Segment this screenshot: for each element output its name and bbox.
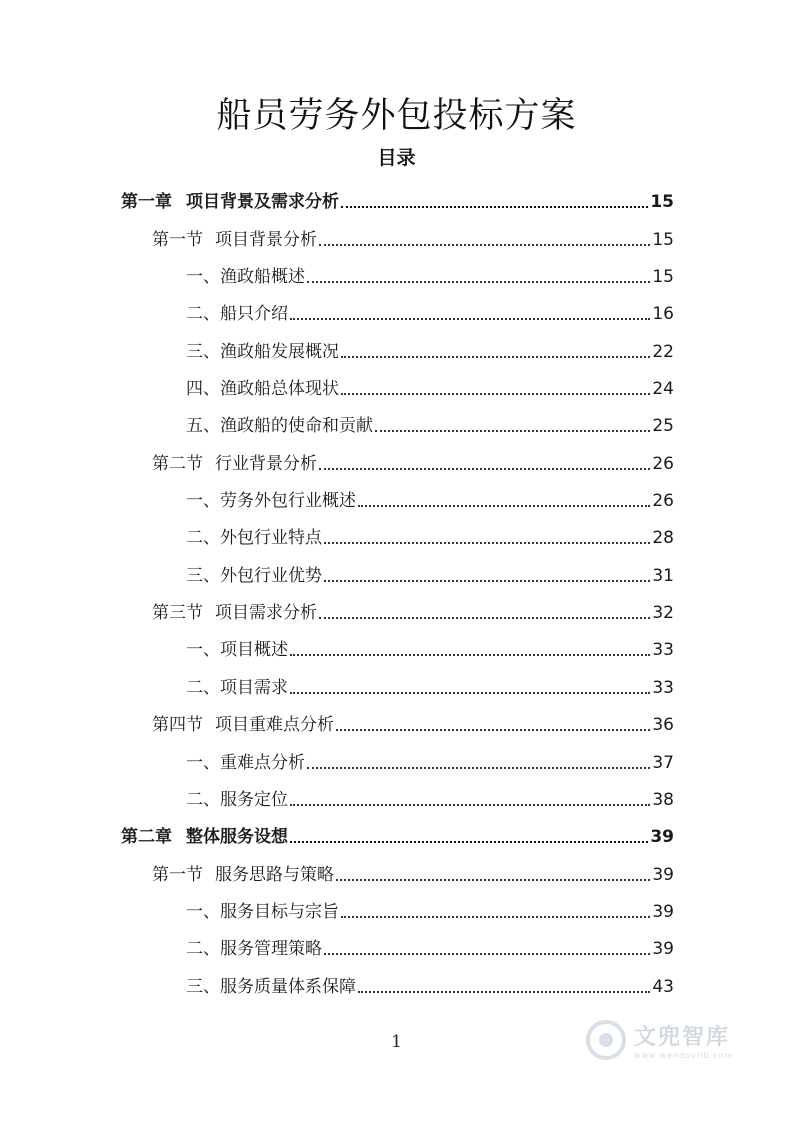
toc-entry-level-2[interactable] bbox=[0, 213, 793, 250]
toc-entry-page: 15 bbox=[652, 267, 674, 288]
dot-leader bbox=[336, 729, 650, 731]
dot-leader bbox=[290, 654, 650, 656]
toc-entry-text: 服务思路与策略 bbox=[215, 864, 334, 885]
toc-entry-label: 第一章 bbox=[121, 192, 172, 213]
toc-entry-level-3[interactable] bbox=[0, 251, 793, 288]
toc-entry-text: 重难点分析 bbox=[220, 752, 305, 773]
toc-entry-title bbox=[186, 565, 322, 587]
dot-leader bbox=[336, 879, 650, 881]
toc-entry-title bbox=[152, 714, 334, 736]
toc-entry-text: 渔政船的使命和贡献 bbox=[220, 416, 373, 437]
toc-entry-level-2[interactable] bbox=[0, 437, 793, 474]
toc-entry-page: 36 bbox=[652, 715, 674, 736]
toc-entry-page: 32 bbox=[652, 603, 674, 624]
toc-entry-text: 服务管理策略 bbox=[220, 939, 322, 960]
toc-entry-text: 外包行业优势 bbox=[220, 565, 322, 586]
dot-leader bbox=[324, 953, 650, 955]
toc-entry-text: 项目重难点分析 bbox=[215, 715, 334, 736]
toc-entry-level-2[interactable] bbox=[0, 587, 793, 624]
toc-entry-level-3[interactable] bbox=[0, 475, 793, 512]
toc-entry-title bbox=[186, 976, 356, 998]
toc-entry-title bbox=[121, 191, 339, 213]
toc-entry-level-3[interactable] bbox=[0, 512, 793, 549]
toc-entry-text: 劳务外包行业概述 bbox=[220, 491, 356, 512]
dot-leader bbox=[290, 841, 648, 843]
toc-entry-level-2[interactable] bbox=[0, 699, 793, 736]
toc-entry-level-3[interactable] bbox=[0, 661, 793, 698]
toc-entry-page: 15 bbox=[652, 229, 674, 250]
toc-entry-label: 三、 bbox=[186, 565, 220, 586]
toc-entry-title bbox=[152, 602, 317, 624]
toc-entry-label: 二、 bbox=[186, 677, 220, 698]
toc-entry-text: 整体服务设想 bbox=[186, 827, 288, 848]
toc-entry-page: 16 bbox=[652, 304, 674, 325]
toc-entry-title bbox=[186, 789, 288, 811]
toc-entry-title bbox=[186, 677, 288, 699]
toc-entry-label: 五、 bbox=[186, 416, 220, 437]
toc-entry-label: 第一节 bbox=[152, 229, 203, 250]
dot-leader bbox=[319, 244, 650, 246]
toc-entry-title bbox=[186, 938, 322, 960]
toc-entry-text: 渔政船总体现状 bbox=[220, 379, 339, 400]
toc-entry-label: 第四节 bbox=[152, 715, 203, 736]
dot-leader bbox=[290, 692, 650, 694]
toc-entry-text: 渔政船发展概况 bbox=[220, 341, 339, 362]
wendou-logo-icon bbox=[586, 1020, 626, 1060]
toc-entry-text: 外包行业特点 bbox=[220, 528, 322, 549]
dot-leader bbox=[341, 393, 650, 395]
dot-leader bbox=[358, 505, 650, 507]
toc-entry-level-2[interactable] bbox=[0, 848, 793, 885]
dot-leader bbox=[290, 804, 650, 806]
toc-entry-level-1[interactable] bbox=[0, 811, 793, 848]
toc-entry-page: 37 bbox=[652, 752, 674, 773]
dot-leader bbox=[319, 468, 650, 470]
toc-entry-text: 项目背景及需求分析 bbox=[186, 192, 339, 213]
toc-entry-level-3[interactable] bbox=[0, 549, 793, 586]
toc-entry-label: 二、 bbox=[186, 789, 220, 810]
toc-entry-page: 39 bbox=[652, 864, 674, 885]
toc-entry-label: 一、 bbox=[186, 752, 220, 773]
toc-entry-text: 服务目标与宗旨 bbox=[220, 901, 339, 922]
watermark bbox=[586, 1020, 733, 1060]
toc-entry-page: 26 bbox=[652, 491, 674, 512]
toc-entry-level-1[interactable] bbox=[0, 176, 793, 213]
watermark-url: www.wendoulib.com bbox=[634, 1051, 734, 1060]
toc-entry-page: 38 bbox=[652, 789, 674, 810]
toc-entry-page: 22 bbox=[652, 341, 674, 362]
toc-entry-title bbox=[186, 415, 373, 437]
toc-entry-label: 二、 bbox=[186, 528, 220, 549]
dot-leader bbox=[341, 916, 650, 918]
toc-entry-title bbox=[186, 527, 322, 549]
toc-entry-page: 39 bbox=[652, 901, 674, 922]
dot-leader bbox=[341, 356, 650, 358]
toc-entry-level-3[interactable] bbox=[0, 774, 793, 811]
toc-entry-page: 15 bbox=[650, 192, 674, 213]
toc-entry-text: 服务质量体系保障 bbox=[220, 976, 356, 997]
dot-leader bbox=[341, 206, 648, 208]
toc-entry-level-3[interactable] bbox=[0, 736, 793, 773]
toc-entry-text: 渔政船概述 bbox=[220, 267, 305, 288]
toc-entry-page: 25 bbox=[652, 416, 674, 437]
table-of-contents bbox=[0, 176, 793, 998]
dot-leader bbox=[319, 617, 650, 619]
dot-leader bbox=[324, 542, 650, 544]
toc-entry-page: 24 bbox=[652, 379, 674, 400]
toc-entry-title bbox=[186, 303, 288, 325]
toc-entry-page: 43 bbox=[652, 976, 674, 997]
toc-entry-label: 第一节 bbox=[152, 864, 203, 885]
toc-entry-title bbox=[186, 490, 356, 512]
toc-entry-title bbox=[152, 864, 334, 886]
watermark-text: 文兜智库 bbox=[634, 1025, 731, 1050]
toc-entry-page: 33 bbox=[652, 677, 674, 698]
dot-leader bbox=[358, 991, 650, 993]
toc-entry-text: 服务定位 bbox=[220, 789, 288, 810]
toc-entry-label: 三、 bbox=[186, 341, 220, 362]
toc-entry-label: 二、 bbox=[186, 939, 220, 960]
toc-entry-label: 二、 bbox=[186, 304, 220, 325]
toc-entry-text: 项目需求 bbox=[220, 677, 288, 698]
toc-entry-level-3[interactable] bbox=[0, 325, 793, 362]
toc-entry-title bbox=[152, 453, 317, 475]
dot-leader bbox=[324, 580, 650, 582]
toc-entry-title bbox=[186, 378, 339, 400]
toc-entry-page: 28 bbox=[652, 528, 674, 549]
dot-leader bbox=[307, 767, 650, 769]
toc-entry-level-3[interactable] bbox=[0, 363, 793, 400]
toc-entry-page: 39 bbox=[650, 827, 674, 848]
toc-entry-label: 一、 bbox=[186, 491, 220, 512]
toc-entry-title bbox=[186, 639, 288, 661]
toc-entry-text: 项目需求分析 bbox=[215, 603, 317, 624]
toc-entry-title bbox=[186, 901, 339, 923]
toc-entry-title bbox=[186, 752, 305, 774]
toc-entry-label: 第二节 bbox=[152, 453, 203, 474]
toc-entry-label: 三、 bbox=[186, 976, 220, 997]
toc-entry-page: 33 bbox=[652, 640, 674, 661]
toc-entry-title bbox=[152, 229, 317, 251]
toc-entry-text: 行业背景分析 bbox=[215, 453, 317, 474]
toc-entry-label: 第三节 bbox=[152, 603, 203, 624]
toc-entry-level-3[interactable] bbox=[0, 886, 793, 923]
page-number: 1 bbox=[391, 1032, 402, 1052]
document-title: 船员劳务外包投标方案 bbox=[216, 96, 577, 136]
toc-heading: 目录 bbox=[377, 147, 416, 169]
toc-entry-page: 39 bbox=[652, 939, 674, 960]
dot-leader bbox=[307, 281, 650, 283]
toc-entry-title bbox=[186, 266, 305, 288]
toc-entry-label: 一、 bbox=[186, 901, 220, 922]
toc-entry-page: 31 bbox=[652, 565, 674, 586]
dot-leader bbox=[375, 430, 650, 432]
toc-entry-level-3[interactable] bbox=[0, 960, 793, 997]
dot-leader bbox=[290, 318, 650, 320]
toc-entry-label: 一、 bbox=[186, 267, 220, 288]
toc-entry-label: 四、 bbox=[186, 379, 220, 400]
toc-entry-text: 船只介绍 bbox=[220, 304, 288, 325]
toc-entry-level-3[interactable] bbox=[0, 400, 793, 437]
toc-entry-page: 26 bbox=[652, 453, 674, 474]
toc-entry-title bbox=[121, 826, 288, 848]
toc-entry-level-3[interactable] bbox=[0, 624, 793, 661]
toc-entry-text: 项目概述 bbox=[220, 640, 288, 661]
toc-entry-label: 第二章 bbox=[121, 827, 172, 848]
toc-entry-level-3[interactable] bbox=[0, 923, 793, 960]
toc-entry-level-3[interactable] bbox=[0, 288, 793, 325]
toc-entry-label: 一、 bbox=[186, 640, 220, 661]
toc-entry-title bbox=[186, 341, 339, 363]
toc-entry-text: 项目背景分析 bbox=[215, 229, 317, 250]
